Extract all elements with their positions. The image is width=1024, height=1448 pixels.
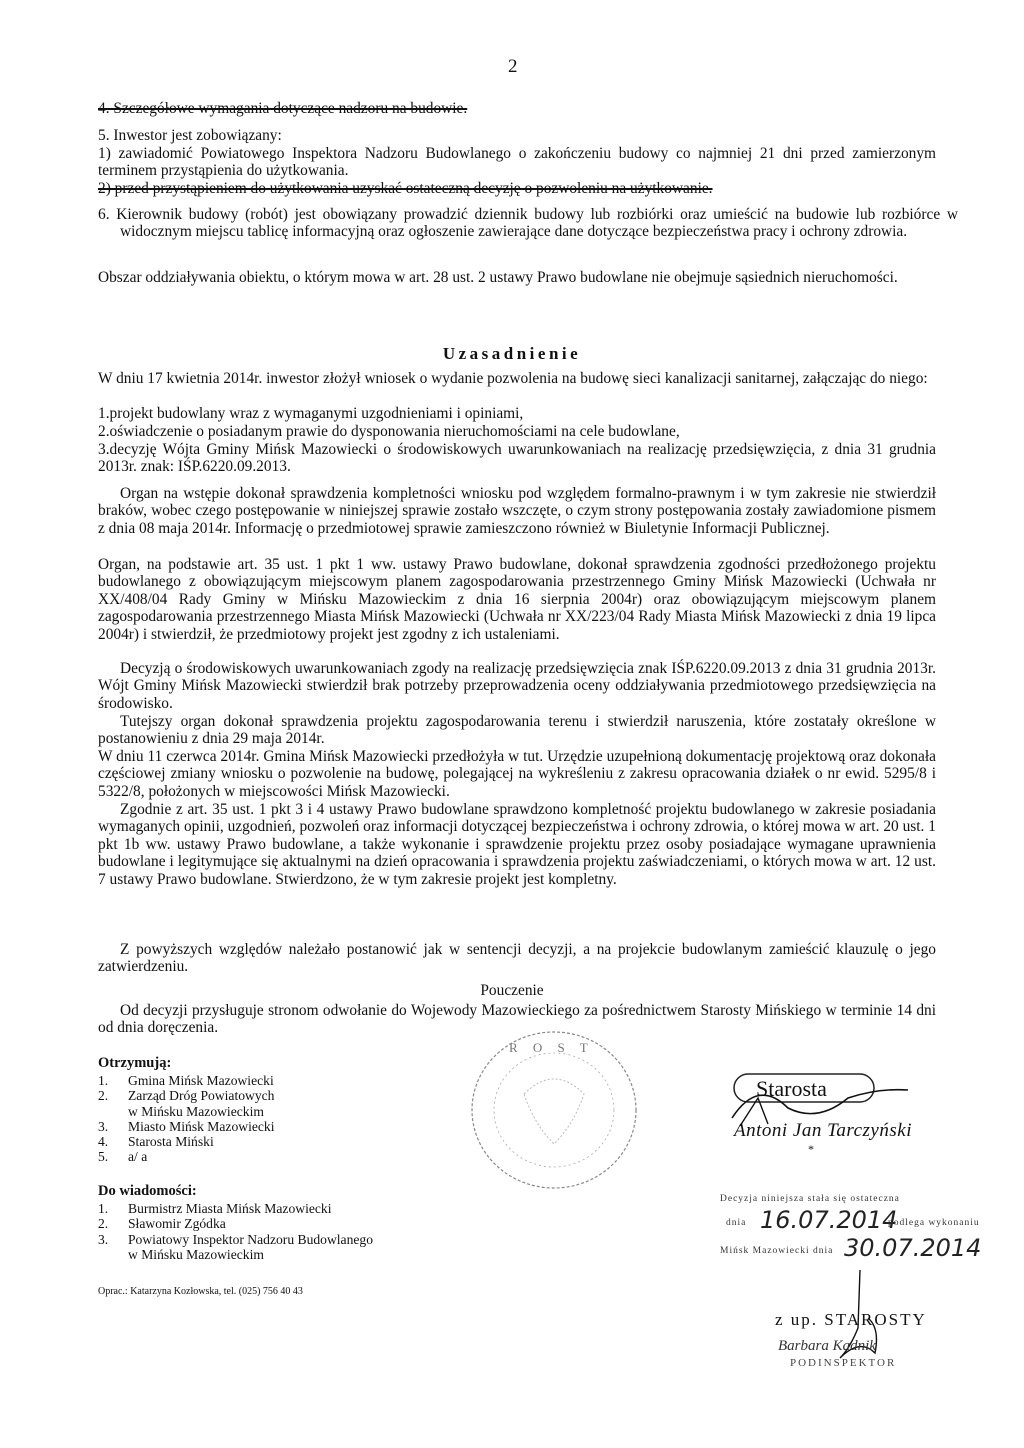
section-5-intro: 5. Inwestor jest zobowiązany: <box>98 127 282 144</box>
section-6: 6. Kierownik budowy (robót) jest obowiązany prowadzić dziennik budowy lub rozbiórki oraz umieścić na budowie lub rozbiórce w widocznym miejscu tablicę informacyjną oraz ogłoszenie zawierające dane dotyczące bezpieczeństwa pracy i ochrony zdrowia. <box>98 206 958 241</box>
list-item: 4. Starosta Miński <box>98 1134 214 1150</box>
attachment-2: 2.oświadczenie o posiadanym prawie do dysponowania nieruchomościami na cele budowlane, <box>98 423 680 440</box>
list-item: w Mińsku Mazowieckim <box>128 1103 264 1119</box>
list-item: 1. Gmina Mińsk Mazowiecki <box>98 1073 274 1089</box>
deputy-name: Barbara Kadnik <box>778 1338 876 1354</box>
uzasadnienie-p6: W dniu 11 czerwca 2014r. Gmina Mińsk Mazowiecki przedłożyła w tut. Urzędzie uzupełnioną dokumentację projektową oraz dokonała częściowej zmiany wniosku o pozwolenie na budowę, polegającej na wykreśleniu z zakresu opracowania działek o nr ewid. 5295/8 i 5322/8, położonych w miejscowości Mińsk Mazowiecki. <box>98 748 936 800</box>
uzasadnienie-p4: Decyzją o środowiskowych uwarunkowaniach zgody na realizację przedsięwzięcia znak IŚP.6220.09.2013 z dnia 31 grudnia 2013r. Wójt Gminy Mińsk Mazowiecki stwierdził brak potrzeby przeprowadzenia oceny oddziaływania przedmiotowego przedsięwzięcia na środowisko. <box>98 660 936 712</box>
uzasadnienie-p2: Organ na wstępie dokonał sprawdzenia kompletności wniosku pod względem formalno-prawnym i w tym zakresie nie stwierdził braków, wobec czego postępowanie w niniejszej sprawie zostało wszczęte, o czym strony postępowania zostały zawiadomione pismem z dnia 08 maja 2014r. Informację o przedmiotowej sprawie zamieszczono również w Biuletynie Informacji Publicznej. <box>98 485 936 537</box>
list-item: 3. Miasto Mińsk Mazowiecki <box>98 1118 275 1134</box>
cc-title: Do wiadomości: <box>98 1183 197 1199</box>
finality-stamp-line2: dnia <box>726 1218 747 1228</box>
signature-asterisk: * <box>808 1142 814 1156</box>
finality-stamp-line3: podlega wykonaniu <box>888 1218 980 1228</box>
svg-text:R O S T: R O S T <box>509 1040 594 1055</box>
uzasadnienie-p8: Z powyższych względów należało postanowić jak w sentencji decyzji, a na projekcie budowlanym zamieścić klauzulę o jego zatwierdzeniu. <box>98 941 936 976</box>
recipients-list <box>98 1056 275 1164</box>
page-number: 2 <box>508 56 518 77</box>
official-seal-icon <box>454 1024 654 1194</box>
list-item: 3. Powiatowy Inspektor Nadzoru Budowlanego <box>98 1231 374 1247</box>
handwritten-date-2: 30.07.2014 <box>844 1234 982 1262</box>
uzasadnienie-p7: Zgodnie z art. 35 ust. 1 pkt 3 i 4 ustawy Prawo budowlane sprawdzono kompletność projektu budowlanego w zakresie posiadania wymaganych opinii, uzgodnień, pozwoleń oraz informacji dotyczącej bezpieczeństwa i ochrony zdrowia, o której mowa w art. 20 ust. 1 pkt 1b ww. ustawy Prawo budowlane, a także wykonanie i sprawdzenie projektu przez osoby posiadające wymagane uprawnienia budowlane i legitymujące się aktualnymi na dzień opracowania i sprawdzenia projektu zaświadczeniami, o których mowa w art. 12 ust. 7 ustawy Prawo budowlane. Stwierdzono, że w tym zakresie projekt jest kompletny. <box>98 801 936 888</box>
uzasadnienie-p3: Organ, na podstawie art. 35 ust. 1 pkt 1 ww. ustawy Prawo budowlane, dokonał sprawdzenia zgodności przedłożonego projektu budowlanego z obowiązującym miejscowym planem zagospodarowania przestrzennego Gminy Mińsk Mazowiecki (Uchwała nr XX/408/04 Rady Gminy w Mińsku Mazowieckim z dnia 16 sierpnia 2004r) oraz obowiązującym miejscowym planem zagospodarowania przestrzennego Miasta Mińsk Mazowiecki (Uchwała nr XX/223/04 Rady Miasta Mińsk Mazowiecki z dnia 19 lipca 2004r) i stwierdził, że przedmiotowy projekt jest zgodny z ich ustaleniami. <box>98 556 936 643</box>
uzasadnienie-p1: W dniu 17 kwietnia 2014r. inwestor złożył wniosek o wydanie pozwolenia na budowę sieci kanalizacji sanitarnej, załączając do niego: <box>98 370 928 387</box>
section-5-item-1: 1) zawiadomić Powiatowego Inspektora Nadzoru Budowlanego o zakończeniu budowy co najmniej 21 dni przed zamierzonym terminem przystąpienia do użytkowania. <box>98 145 936 180</box>
prepared-by: Oprac.: Katarzyna Kozłowska, tel. (025) 756 40 43 <box>98 1286 303 1297</box>
list-item: w Mińsku Mazowieckim <box>128 1246 264 1262</box>
section-5-item-2: 2) przed przystąpieniem do użytkowania uzyskać ostateczną decyzję o pozwoleniu na użytkowanie. <box>98 180 713 197</box>
obszar-paragraph: Obszar oddziaływania obiektu, o którym mowa w art. 28 ust. 2 ustawy Prawo budowlane nie obejmuje sąsiednich nieruchomości. <box>98 269 898 286</box>
uzasadnienie-heading: Uzasadnienie <box>442 344 582 363</box>
list-item: 2. Zarząd Dróg Powiatowych <box>98 1088 275 1104</box>
attachment-3: 3.decyzję Wójta Gminy Mińsk Mazowiecki o środowiskowych uwarunkowaniach na realizację przedsięwzięcia, z dnia 31 grudnia 2013r. znak: IŚP.6220.09.2013. <box>98 441 936 476</box>
recipients-title: Otrzymują: <box>98 1055 172 1071</box>
list-item: 5. a/ a <box>98 1149 148 1165</box>
list-item: 2. Sławomir Zgódka <box>98 1216 226 1232</box>
uzasadnienie-p5: Tutejszy organ dokonał sprawdzenia projektu zagospodarowania terenu i stwierdził naruszenia, które zostatały określone w postanowieniu z dnia 29 maja 2014r. <box>98 713 936 748</box>
section-4: 4. Szczegółowe wymagania dotyczące nadzoru na budowie. <box>98 100 468 117</box>
handwritten-date-1: 16.07.2014 <box>760 1206 898 1234</box>
finality-stamp-line4: Mińsk Mazowiecki dnia <box>720 1246 834 1256</box>
attachment-1: 1.projekt budowlany wraz z wymaganymi uzgodnieniami i opiniami, <box>98 405 524 422</box>
cc-list <box>98 1184 373 1262</box>
on-behalf-label: z up. STAROSTY <box>775 1310 927 1329</box>
deputy-title: PODINSPEKTOR <box>790 1357 897 1369</box>
finality-stamp-line1: Decyzja niniejsza stała się ostateczna <box>720 1194 900 1204</box>
starosta-stamp <box>728 1068 918 1128</box>
list-item: 1. Burmistrz Miasta Mińsk Mazowiecki <box>98 1201 332 1217</box>
signatory-name: Antoni Jan Tarczyński <box>734 1120 912 1141</box>
svg-text:Starosta: Starosta <box>756 1076 827 1101</box>
pouczenie-title: Pouczenie <box>480 982 544 999</box>
pouczenie-text: Od decyzji przysługuje stronom odwołanie do Wojewody Mazowieckiego za pośrednictwem Starosty Mińskiego w terminie 14 dni od dnia doręczenia. <box>98 1002 936 1037</box>
